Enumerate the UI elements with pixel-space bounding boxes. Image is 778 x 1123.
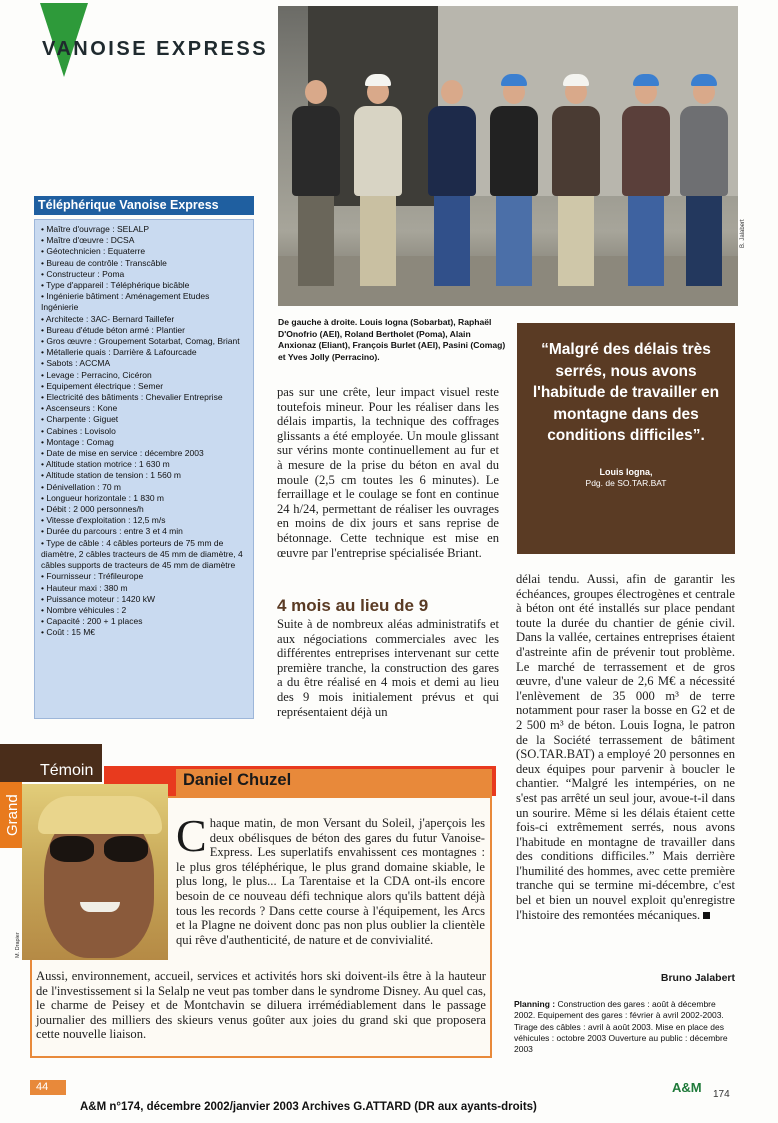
info-item: • Constructeur : Poma	[41, 268, 125, 279]
info-item: • Architecte : 3AC- Bernard Taillefer	[41, 313, 175, 324]
info-item: • Ascenseurs : Kone	[41, 403, 118, 414]
team-photo	[278, 6, 738, 306]
planning-note	[514, 999, 736, 1055]
witness-label-temoin: Témoin	[40, 762, 94, 779]
info-item: • Débit : 2 000 personnes/h	[41, 504, 144, 515]
info-item: • Cabines : Lovisolo	[41, 425, 116, 436]
info-item: • Dénivellation : 70 m	[41, 481, 121, 492]
section-heading: 4 mois au lieu de 9	[277, 596, 429, 615]
quote-role: Pdg. de SO.TAR.BAT	[585, 477, 667, 488]
end-mark-icon	[703, 912, 710, 919]
info-item: • Ingénierie bâtiment : Aménagement Etudes Ingénierie	[41, 291, 210, 313]
magazine-logo: A&M	[672, 1080, 702, 1095]
info-item: • Equipement électrique : Semer	[41, 380, 164, 391]
article-paragraph-2: Suite à de nombreux aléas administratifs et aux négociations commerciales avec les différentes entreprises intervenant sur cette première tranche, la construction des gares a du être réalisé en 4 mois et demi au lieu des 9 mois initialement prévus et qui représentaient déjà un	[277, 617, 499, 719]
info-item: • Durée du parcours : entre 3 et 4 min	[41, 526, 183, 537]
info-item: • Sabots : ACCMA	[41, 358, 111, 369]
witness-portrait	[22, 784, 168, 960]
info-item: • Altitude station motrice : 1 630 m	[41, 459, 170, 470]
quote-author: Louis Iogna,	[599, 466, 653, 477]
info-item: • Gros œuvre : Groupement Sotarbat, Comag, Briant	[41, 336, 240, 347]
info-item: • Electricité des bâtiments : Chevalier Entreprise	[41, 392, 223, 403]
info-item: • Métallerie quais : Darrière & Lafourcade	[41, 347, 197, 358]
info-box-title: Téléphérique Vanoise Express	[34, 196, 254, 215]
info-item: • Maître d'ouvrage : SELALP	[41, 224, 150, 234]
info-item: • Bureau d'étude béton armé : Plantier	[41, 324, 185, 335]
photo-credit: B. Jalabert	[740, 219, 746, 248]
issue-number: 174	[713, 1089, 730, 1100]
person-6	[618, 74, 674, 286]
article-paragraph-1: pas sur une crête, leur impact visuel reste toutefois mineur. Pour les réaliser dans les délais impartis, la technique des coffrages glissants a été employée. Un moule glissant sur vérins monte continuellement au fur et à mesure de la prise du béton en aval du moule (2,5 cm toutes les 6 minutes). Le ferraillage et le coulage se font en continue 24 h/24, permettant de réaliser les ouvrages en moins de dix jours et sans reprise de bétonnage. Cette technique est mise en œuvre par l'entreprise spécialisée Briant.	[277, 385, 499, 560]
info-item: • Puissance moteur : 1420 kW	[41, 593, 155, 604]
quote-text: “Malgré des délais très serrés, nous avons l'habitude de travailler en montagne dans des conditions difficiles”.	[532, 341, 720, 444]
info-item: • Bureau de contrôle : Transcâble	[41, 257, 167, 268]
archive-credit: A&M n°174, décembre 2002/janvier 2003 Archives G.ATTARD (DR aux ayants-droits)	[80, 1101, 537, 1113]
portrait-credit: M. Drapier	[15, 932, 21, 958]
portrait-mouth	[80, 902, 120, 912]
person-4	[486, 74, 542, 286]
witness-text-2: Aussi, environnement, accueil, services et activités hors ski doivent-ils être à la hauteur de l'investissement si la Selalp ne veut pas tomber dans le syndrome Disney. Au quel cas, le charme de Peisey et de Montchavin se diluera irrémédiablement dans le passage journalier des milliers des skieurs venus goûter aux joies du grand ski que proposera cette nouvelle liaison.	[36, 969, 486, 1042]
page-number: 44	[30, 1080, 66, 1095]
witness-label-grand: Grand	[4, 794, 21, 836]
planning-text: Construction des gares : août à décembre 2002. Equipement des gares : février à avril 2002-2003. Tirage des câbles : avril à août 2003. Mise en place des véhicules : octobre 2003 Ouverture au public : décembre 2003	[514, 999, 728, 1055]
info-item: • Date de mise en service : décembre 2003	[41, 448, 204, 459]
article-signature: Bruno Jalabert	[660, 972, 735, 984]
info-item: • Capacité : 200 + 1 places	[41, 616, 143, 627]
info-item: • Type d'appareil : Téléphérique bicâble	[41, 280, 190, 291]
sunglasses-icon	[50, 836, 150, 862]
info-item: • Montage : Comag	[41, 436, 114, 447]
info-item: • Fournisseur : Tréfileurope	[41, 571, 144, 582]
info-item: • Charpente : Giguet	[41, 414, 119, 425]
photo-caption: De gauche à droite. Louis Iogna (Sobarbat), Raphaël D'Onofrio (AEI), Roland Bertholet (Poma), Alain Anxionaz (Eliant), François Burlet (AEI), Pasini (Comag) et Yves Jolly (Perracino).	[278, 317, 506, 362]
witness-text-1	[176, 810, 485, 947]
witness-text-1-body: haque matin, de mon Versant du Soleil, j'aperçois les deux obélisques de béton des gares du futur Vanoise-Express. Les superlatifs envahissent ces montagnes : le plus gros téléphérique, le plus grand domaine skiable, le plus long, le plus... La Tarentaise et la CDA ont-ils encore besoin de ce nouveau défi technique alors qu'ils battent déjà tous les records ? Dans cette course à l'équipement, les Arcs et la Plagne ne doivent donc pas non plus oublier la clientèle qui rêve d'authenticité, de nature et de convivialité.	[176, 816, 485, 947]
info-item: • Longueur horizontale : 1 830 m	[41, 492, 165, 503]
info-item: • Vitesse d'exploitation : 12,5 m/s	[41, 515, 166, 526]
info-item: • Levage : Perracino, Cicéron	[41, 369, 152, 380]
info-item: • Nombre véhicules : 2	[41, 604, 127, 615]
quote-box	[517, 323, 735, 554]
person-1	[288, 80, 344, 286]
person-5	[548, 74, 604, 286]
info-item: • Maître d'œuvre : DCSA	[41, 235, 135, 246]
technical-info-box	[34, 219, 254, 719]
info-item: • Coût : 15 M€	[41, 627, 96, 638]
info-item: • Altitude station de tension : 1 560 m	[41, 470, 182, 481]
article-paragraph-3-text: délai tendu. Aussi, afin de garantir les échéances, groupes électrogènes et centrale à béton ont été installés sur place pendant toute la durée du chantier de génie civil. Dans la vallée, certaines entreprises étaient d'astreinte afin de prévenir tout problème. Le marché de terrassement et de gros œuvre, d'une valeur de 2,6 M€ a nécessité l'enlèvement de 35 000 m³ de terre notamment pour raser la bosse en G2 et de 2 500 m³ de béton. Louis Iogna, le patron de la Société terrassement de bâtiment (SO.TAR.BAT) a employé 20 personnes en deux équipes pour parvenir à boucler le chantier. “Malgré les intempéries, on ne s'est pas arrêté un seul jour, avoue-t-il dans un sourire. Même si les délais étaient cette fois-ci extrêmement serrés, nous avons l'habitude en montagne de travailler dans des conditions difficiles.” Mais derrière l'humilité des hommes, avec cette première tranche qui se termine mi-décembre, c'est bel et bien un nouvel exploit qu'enregistre l'histoire des remontées mécaniques.	[516, 572, 735, 922]
portrait-headband	[38, 796, 162, 834]
article-paragraph-3	[516, 572, 735, 922]
person-7	[676, 74, 732, 286]
dropcap: C	[176, 810, 207, 861]
info-item: • Type de câble : 4 câbles porteurs de 75 mm de diamètre, 2 câbles tracteurs de 45 mm de diamètre, 4 câbles supports de tracteurs de 45 mm de diamètre	[41, 537, 243, 571]
person-2	[350, 74, 406, 286]
person-3	[424, 80, 480, 286]
info-item: • Géotechnicien : Equaterre	[41, 246, 146, 257]
planning-label: Planning :	[514, 999, 556, 1009]
witness-name: Daniel Chuzel	[183, 771, 292, 789]
info-item: • Hauteur maxi : 380 m	[41, 582, 128, 593]
page-title: VANOISE EXPRESS	[42, 38, 269, 60]
